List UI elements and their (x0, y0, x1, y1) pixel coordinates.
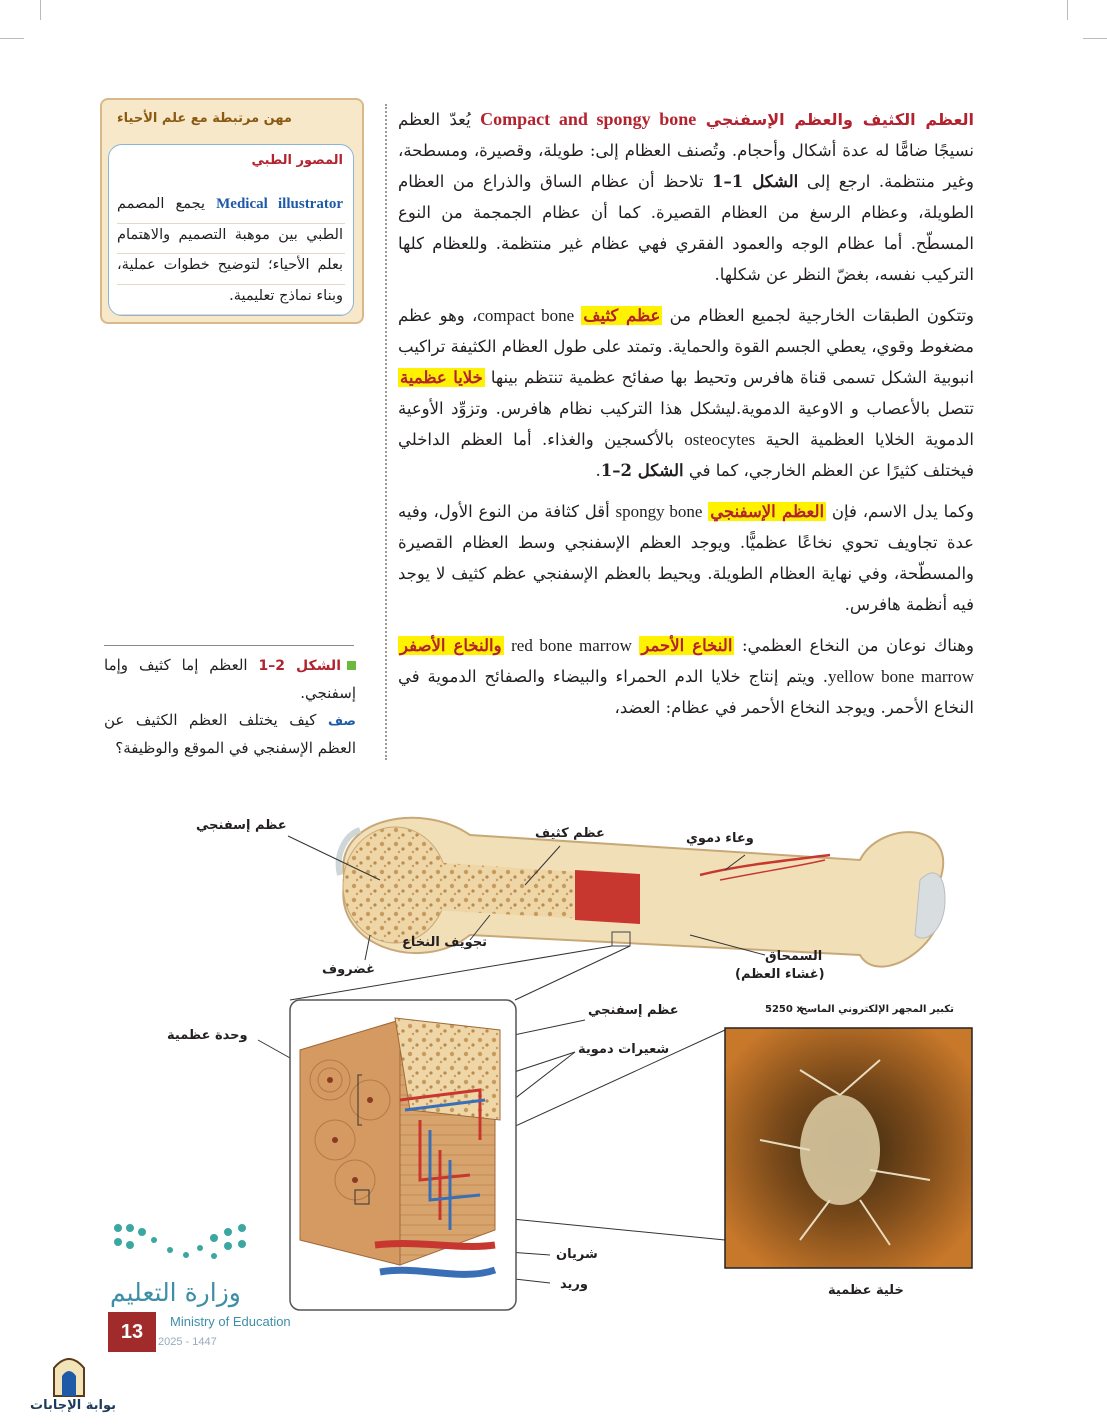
paragraph-text: يُعدّ العظم نسيجًا ضامًّا له عدة أشكال وأحجام. وتُصنف العظام إلى: طويلة، وقصيرة، ومسطحة، وغير منتظمة. ارجع إلى (398, 110, 975, 191)
career-card (108, 144, 354, 316)
career-box (100, 98, 364, 324)
key-term: العظم الإسفنجي (710, 502, 825, 521)
paragraph-text: وتتكون الطبقات الخارجية لجميع العظام من (669, 306, 975, 325)
term-en: compact bone (477, 306, 575, 325)
crop-mark (0, 38, 24, 39)
career-text-b: الطبي بين موهبة التصميم والاهتمام بعلم الأحياء؛ لتوضيح خطوات عملية، وبناء نماذج تعليمية. (117, 226, 343, 304)
paragraph-text: تلاحظ أن عظام الساق والذراع من العظام الطويلة، وعظام الرسغ من العظام القصيرة. كما أن عظام الجمجمة من النوع المسطّح. أما عظام الوجه والعمود الفقري فهي عظام غير منتظمة. وللعظام كلها التركيب نفسه، بغضّ النظر عن شكلها. (398, 172, 974, 284)
label-osteocyte: خلية عظمية (828, 1283, 904, 1298)
bone-cross-section (300, 1018, 500, 1274)
crop-mark (1067, 0, 1068, 20)
ministry-name-ar: وزارة التعليم (110, 1278, 241, 1307)
label-periosteum: السمحاق (765, 949, 823, 964)
label-compact-bone: عظم كثيف (535, 826, 605, 841)
label-vein: وريد (560, 1277, 588, 1292)
caption-rule (104, 645, 354, 646)
paragraph-text: أقل كثافة من النوع الأول، وفيه عدة تجاويف تحوي نخاعًا عظميًّا. ويوجد العظم الإسفنجي وسط العظام القصيرة والمسطّحة، وفي نهاية العظام الطويلة. ويحيط بالعظم الإسفنجي عظم كثيف لا يوجد فيه أنظمة هافرس. (398, 502, 974, 614)
key-term: النخاع الأحمر (641, 636, 733, 655)
crop-mark (40, 0, 41, 20)
caption-label: الشكل 2–1 (258, 658, 341, 674)
term-en: spongy bone (615, 502, 703, 521)
career-text (117, 189, 343, 311)
label-blood-vessel: وعاء دموي (686, 831, 754, 846)
figure-ref[interactable]: الشكل 1–1 (712, 172, 799, 191)
career-title: المصور الطبي (251, 153, 343, 168)
page-number: 13 (108, 1312, 156, 1352)
label-osteon: وحدة عظمية (167, 1028, 248, 1043)
term-en: yellow bone marrow (828, 667, 974, 686)
ministry-year: 2025 - 1447 (158, 1336, 217, 1348)
key-term: والنخاع الأصفر (400, 636, 502, 655)
section-heading: العظم الكثيف والعظم الإسفنجي (705, 110, 975, 129)
paragraph-text: وكما يدل الاسم، فإن (831, 502, 974, 521)
label-sem-mag: 5250 x (765, 1004, 803, 1015)
paragraph-1 (398, 104, 974, 290)
paragraph-text: . ويتم إنتاج خلايا الدم الحمراء والبيضاء والصفائح الدموية في النخاع الأحمر. ويوجد النخاع الأحمر في عظام: العضد، (398, 667, 974, 717)
figure-ref[interactable]: الشكل 2–1 (600, 461, 684, 480)
column-divider (385, 104, 387, 760)
ministry-logo-icon (114, 1224, 246, 1259)
label-spongy-detail: عظم إسفنجي (588, 1003, 679, 1018)
label-artery: شريان (556, 1247, 598, 1262)
ministry-name-en: Ministry of Education (170, 1314, 291, 1329)
question-text: كيف يختلف العظم الكثيف عن العظم الإسفنجي في الموقع والوظيفة؟ (104, 711, 356, 757)
paragraph-4 (398, 630, 974, 723)
bone-illustration (0, 770, 1107, 1330)
career-header: مهن مرتبطة مع علم الأحياء (117, 111, 292, 126)
label-capillaries: شعيرات دموية (578, 1042, 670, 1057)
paragraph-2: وتتكون الطبقات الخارجية لجميع العظام من عظم كثيف compact bone، وهو عظم مضغوط وقوي، يعطي الجسم القوة والحماية. وتمتد على طول العظام الكثيفة تراكيب انبوبية الشكل تسمى قناة هافرس وتحيط بها صفائح عظمية تنتظم بينها خلايا عظمية تتصل بالأعصاب و الاوعية الدموية.ليشكل هذا التركيب نظام هافرس. وتزوِّد الأوعية الدموية الخلايا العظمية الحية osteocytes بالأكسجين والغذاء. أما العظم الداخلي فيختلف كثيرًا عن العظم الخارجي، كما في الشكل 2–1. (398, 306, 975, 480)
crop-mark (1083, 38, 1107, 39)
label-spongy-bone: عظم إسفنجي (196, 818, 287, 833)
label-marrow-cavity: تجويف النخاع (402, 935, 488, 950)
label-periosteum-sub: (غشاء العظم) (735, 967, 825, 982)
caption-text: العظم إما كثيف وإما إسفنجي. (104, 656, 356, 702)
main-text (398, 104, 974, 733)
question-label: صف (327, 714, 356, 729)
paragraph-text: وهناك نوعان من النخاع العظمي: (741, 636, 974, 655)
label-sem-title: تكبير المجهر الإلكتروني الماسح (800, 1004, 954, 1015)
career-title-en: Medical illustrator (216, 196, 343, 212)
term-en: osteocytes (684, 430, 756, 449)
term-en: red bone marrow (511, 636, 632, 655)
paragraph-text: بالأكسجين والغذاء. أما العظم الداخلي فيختلف كثيرًا عن العظم الخارجي، كما في (398, 430, 974, 480)
section-heading-en: Compact and spongy bone (480, 109, 697, 129)
label-cartilage: غضروف (322, 962, 375, 977)
key-term: خلايا عظمية (400, 368, 483, 387)
paragraph-text: ، وهو عظم مضغوط وقوي، يعطي الجسم القوة والحماية. وتمتد على طول العظام الكثيفة تراكيب انبوبية الشكل تسمى قناة هافرس وتحيط بها صفائح عظمية تنتظم بينها (398, 306, 974, 387)
caption-bullet-icon (347, 661, 356, 670)
key-term: عظم كثيف (583, 306, 661, 325)
career-text-a: يجمع المصمم (117, 196, 206, 212)
portal-logo-icon (46, 1348, 92, 1398)
portal-name: بوابة الإجابات (30, 1398, 116, 1413)
paragraph-text: تتصل بالأعصاب و الاوعية الدموية.ليشكل هذا التركيب نظام هافرس. وتزوِّد الأوعية الدموية الخلايا العظمية الحية (398, 399, 975, 449)
figure-caption (104, 652, 356, 762)
paragraph-3 (398, 496, 974, 620)
